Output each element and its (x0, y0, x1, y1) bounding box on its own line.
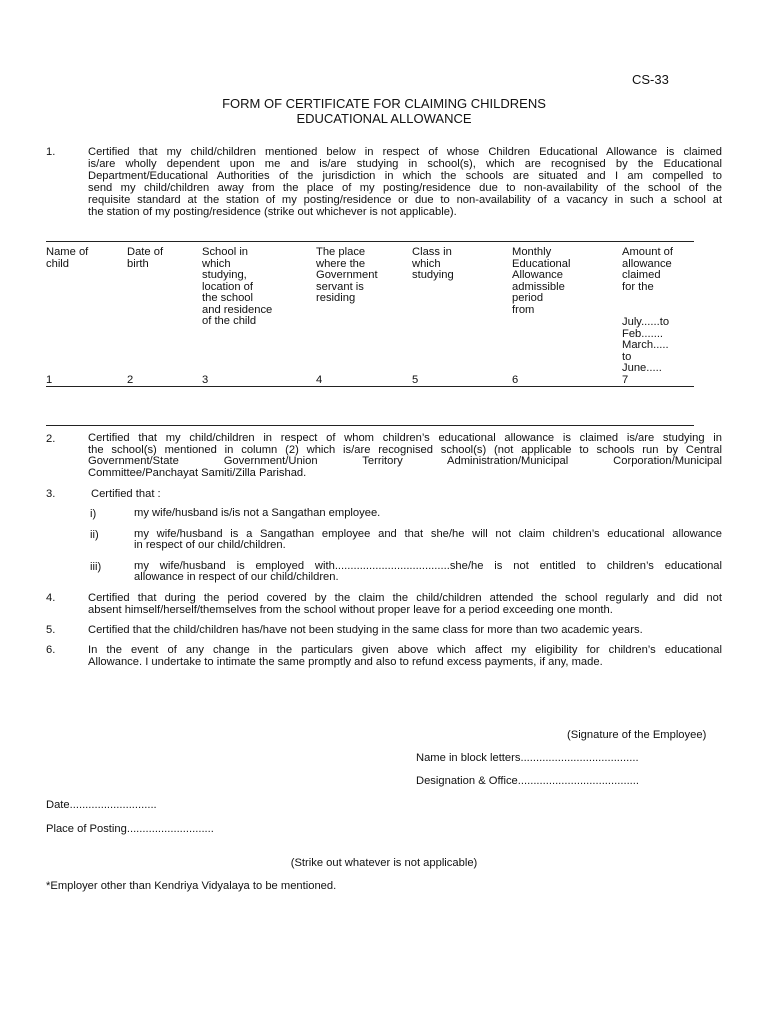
table-header-cell: period (512, 292, 544, 304)
para3-item1-number: i) (90, 508, 97, 520)
column-number: 1 (46, 374, 53, 386)
table-header-cell: School in (202, 246, 249, 258)
text-line: Certified that during the period covered by the claim the child/children attended the school regularly and did not (88, 592, 722, 604)
para3-item2-text (134, 529, 722, 551)
para5-text (88, 624, 722, 636)
table-header-cell: Educational (512, 257, 571, 270)
table-header-cell: Amount of (622, 246, 673, 258)
text-line: the station of my posting/residence (strike out whichever is not applicable). (88, 206, 457, 218)
table-header-cell: from (512, 303, 535, 316)
table-header-cell: the school (202, 292, 253, 304)
table-header-cell: which (412, 257, 441, 270)
place-of-posting-field: Place of Posting............................ (46, 823, 214, 835)
table-header-cell: residing (316, 292, 356, 304)
form-code: CS-33 (632, 72, 669, 87)
para3-item3-number: iii) (90, 561, 102, 573)
table-bottom-rule (46, 425, 694, 426)
table-header-cell: Name of (46, 246, 89, 258)
table-header-cell: location of (202, 280, 253, 293)
text-line: absent himself/herself/themselves from the school without proper leave for a period exceeding one month. (88, 604, 613, 616)
text-line: my wife/husband is a Sangathan employee and that she/he will not claim children’s educational allowance (134, 528, 722, 540)
para3-text: Certified that : (91, 488, 161, 500)
text-line: send my child/children away from the place of my posting/residence due to non-availability of the school of the (88, 182, 722, 194)
text-line: the school(s) mentioned in column (2) which is/are recognised school(s) (not applicable to schools run by Central (88, 443, 722, 456)
text-line: my wife/husband is/is not a Sangathan employee. (134, 507, 381, 519)
table-header-cell: Monthly (512, 246, 552, 258)
table-header-cell: studying, (202, 269, 247, 281)
amount-period-line: June..... (622, 362, 662, 374)
para3-number: 3. (46, 488, 56, 500)
text-line: requisite standard at the station of my posting/residence or due to non-availability of a vacancy in such a school at (88, 194, 722, 206)
text-line: Certified that my child/children mentioned below in respect of whose Children Educational Allowance is claimed (88, 146, 722, 158)
text-line: Certified that my child/children in respect of whom children’s educational allowance is claimed is/are studying in (88, 432, 722, 444)
form-title-line1: FORM OF CERTIFICATE FOR CLAIMING CHILDRENS (222, 96, 546, 111)
column-number: 6 (512, 374, 519, 386)
text-line: Department/Educational Authorities of the jurisdiction in which the schools are situated and I am compelled to (88, 170, 722, 182)
text-line: In the event of any change in the particulars given above which affect my eligibility for children’s educational (88, 644, 722, 656)
amount-period-line: to (622, 350, 632, 363)
table-header-cell: servant is (316, 280, 364, 293)
signature-label: (Signature of the Employee) (567, 729, 707, 741)
table-header-rule (46, 386, 694, 387)
table-header-cell: birth (127, 257, 149, 270)
para6-text (88, 644, 722, 668)
name-block-letters: Name in block letters...................................... (416, 752, 639, 764)
table-header-cell: Class in (412, 246, 452, 258)
para6-number: 6. (46, 644, 56, 656)
designation-office: Designation & Office....................................... (416, 775, 640, 787)
table-header-cell: where the (316, 257, 366, 270)
column-number: 7 (622, 374, 629, 386)
text-line: my wife/husband is employed with.....................................she/he is not entitled to children’s educational (134, 560, 722, 572)
table-header-cell: for the (622, 280, 654, 293)
para2-text (88, 433, 722, 479)
table-header-cell: which (202, 257, 231, 270)
text-line: allowance in respect of our child/children. (134, 571, 339, 583)
text-line: Government/State Government/Union Territory Administration/Municipal Corporation/Municipal (88, 455, 722, 467)
table-top-rule (46, 241, 694, 242)
table-header-cell: The place (316, 246, 366, 258)
table-header-cell: claimed (622, 269, 661, 281)
para3-item3-text (134, 561, 722, 583)
column-number: 4 (316, 374, 323, 386)
text-line: Allowance. I undertake to intimate the same promptly and also to refund excess payments, if any, made. (88, 656, 603, 668)
table-header-cell: studying (412, 269, 454, 281)
para3-item1-text (134, 508, 722, 519)
form-title-line2: EDUCATIONAL ALLOWANCE (296, 111, 472, 126)
text-line: in respect of our child/children. (134, 539, 286, 551)
date-field: Date............................ (46, 799, 157, 811)
strike-out-note: (Strike out whatever is not applicable) (290, 857, 478, 869)
para5-number: 5. (46, 624, 56, 636)
para2-number: 2. (46, 433, 56, 445)
amount-period-line: July......to (622, 316, 670, 328)
text-line: Certified that the child/children has/have not been studying in the same class for more than two academic years. (88, 624, 643, 636)
table-header-cell: child (46, 257, 70, 270)
amount-period-line: Feb....... (622, 327, 664, 340)
para1-number: 1. (46, 146, 56, 158)
para4-number: 4. (46, 592, 56, 604)
amount-period-line: March..... (622, 339, 669, 351)
table-header-cell: of the child (202, 315, 257, 327)
table-header-cell: and residence (202, 303, 273, 316)
table-header-cell: admissible (512, 280, 565, 293)
column-number: 3 (202, 374, 209, 386)
footnote: *Employer other than Kendriya Vidyalaya to be mentioned. (46, 880, 337, 892)
para4-text (88, 592, 722, 616)
para1-text (88, 146, 722, 218)
text-line: Committee/Panchayat Samiti/Zilla Parishad. (88, 466, 307, 479)
column-number: 2 (127, 374, 134, 386)
table-header-cell: allowance (622, 257, 672, 270)
text-line: is/are wholly dependent upon me and is/are studying in school(s), which are recognised by the Educational (88, 158, 722, 170)
table-header-cell: Government (316, 269, 378, 281)
table-header-cell: Allowance (512, 269, 563, 281)
para3-item2-number: ii) (90, 529, 99, 541)
column-number: 5 (412, 374, 419, 386)
table-header-cell: Date of (127, 246, 164, 258)
